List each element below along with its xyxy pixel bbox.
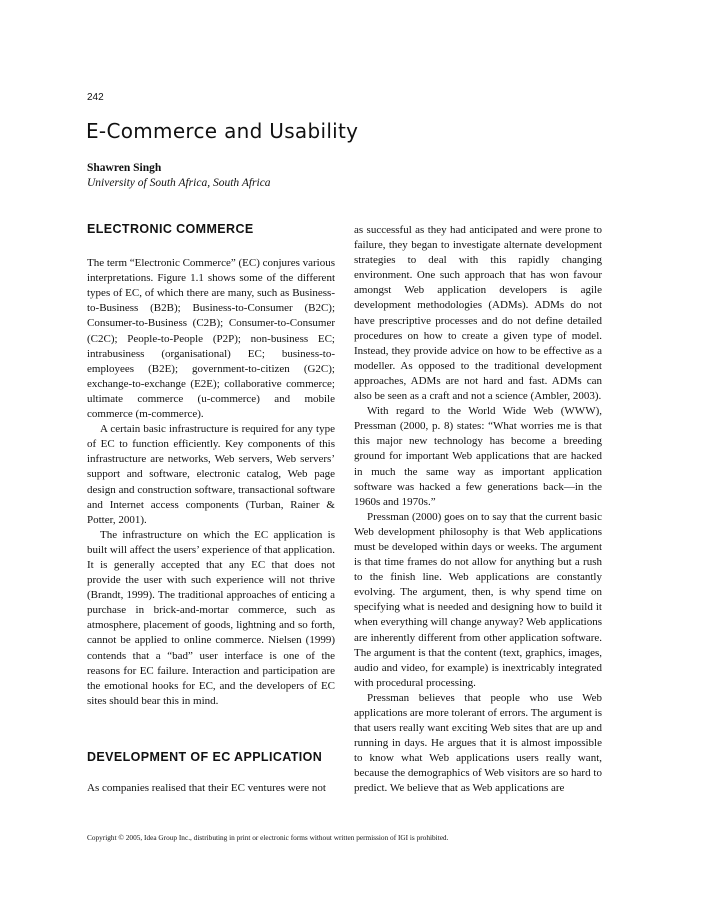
- right-column: [354, 223, 602, 797]
- paragraph: The infrastructure on which the EC application is built will affect the users’ experience of that application. It is generally accepted that any EC that does not provide the user with such experience will not thrive (Brandt, 1999). The traditional approaches of enticing a purchase in brick-and-mortar commerce, such as atmosphere, placement of goods, lightning and so forth, cannot be applied to online commerce. Nielsen (1999) contends that a “bad” user interface is one of the reasons for EC failure. Interaction and participation are the emotional hooks for EC, and the developers of EC sites should bear this in mind.: [87, 528, 335, 707]
- paragraph: Pressman believes that people who use Web applications are more tolerant of errors. The argument is that users really want exciting Web sites that are up and running in days. He argues that it is almost impossible to know what Web applications users really want, because the demographics of Web visitors are so hard to predict. We believe that as Web applications are: [354, 691, 602, 795]
- paragraph: The term “Electronic Commerce” (EC) conjures various interpretations. Figure 1.1 shows some of the different types of EC, of which there are many, such as Business-to-Business (B2B); Business-to-Consumer (B2C); Consumer-to-Business (C2B); Consumer-to-Consumer (C2C); People-to-People (P2P); non-business EC; intrabusiness (organisational) EC; business-to-employees (B2E); government-to-citizen (G2C); exchange-to-exchange (E2E); collaborative commerce; ultimate commerce (u-commerce) and mobile commerce (m-commerce).: [87, 257, 336, 421]
- paragraph-continued: as successful as they had anticipated and were prone to failure, they began to investigate alternate development strategies to deal with this rapidly changing environment. One such approach that has won favour amongst Web application developers is agile development methodologies (ADMs). ADMs do not have prescriptive processes and do not define detailed procedures on how to create a given type of model. Instead, they provide advice on how to be effective as a modeller. As opposed to the traditional development approaches, ADMs are not hard and fast. ADMs can also be seen as a craft and not a science (Ambler, 2003).: [354, 224, 602, 403]
- paragraph: A certain basic infrastructure is required for any type of EC to function efficiently. Key components of this infrastructure are networks, Web servers, Web servers’ support and software, electronic catalog, Web page design and construction software, transactional software and Internet access components (Turban, Rainer & Potter, 2001).: [87, 423, 335, 526]
- paragraph: With regard to the World Wide Web (WWW), Pressman (2000, p. 8) states: “What worries me is that this major new technology has become a breeding ground for important Web applications that are hacked in much the same way as important application software was hacked a few generations back—in the 1960s and 1970s.”: [354, 405, 602, 508]
- paragraph: Pressman (2000) goes on to say that the current basic Web development philosophy is that Web applications must be developed within days or weeks. The argument is that time frames do not allow for anything but a rush to the finish line. Web applications are constantly evolving. The argument, then, is why spend time on specifying what is needed and designing how to build it when everything will change anyway? Web applications are inherently different from other application software. The argument is that the content (text, graphics, images, audio and video, for example) is inextricably integrated with procedural processing.: [354, 510, 602, 689]
- copyright-footer: Copyright © 2005, Idea Group Inc., distributing in print or electronic forms without written permission of IGI is prohibited.: [87, 833, 449, 842]
- section-heading-electronic-commerce: ELECTRONIC COMMERCE: [87, 222, 254, 236]
- paragraph: As companies realised that their EC ventures were not: [87, 782, 326, 794]
- author-name: Shawren Singh: [87, 162, 162, 174]
- section-heading-development: DEVELOPMENT OF EC APPLICATION: [87, 749, 323, 764]
- article-title: E-Commerce and Usability: [86, 119, 359, 143]
- author-affiliation: University of South Africa, South Africa: [87, 177, 271, 189]
- page-number: 242: [87, 92, 104, 103]
- left-column: [87, 222, 335, 796]
